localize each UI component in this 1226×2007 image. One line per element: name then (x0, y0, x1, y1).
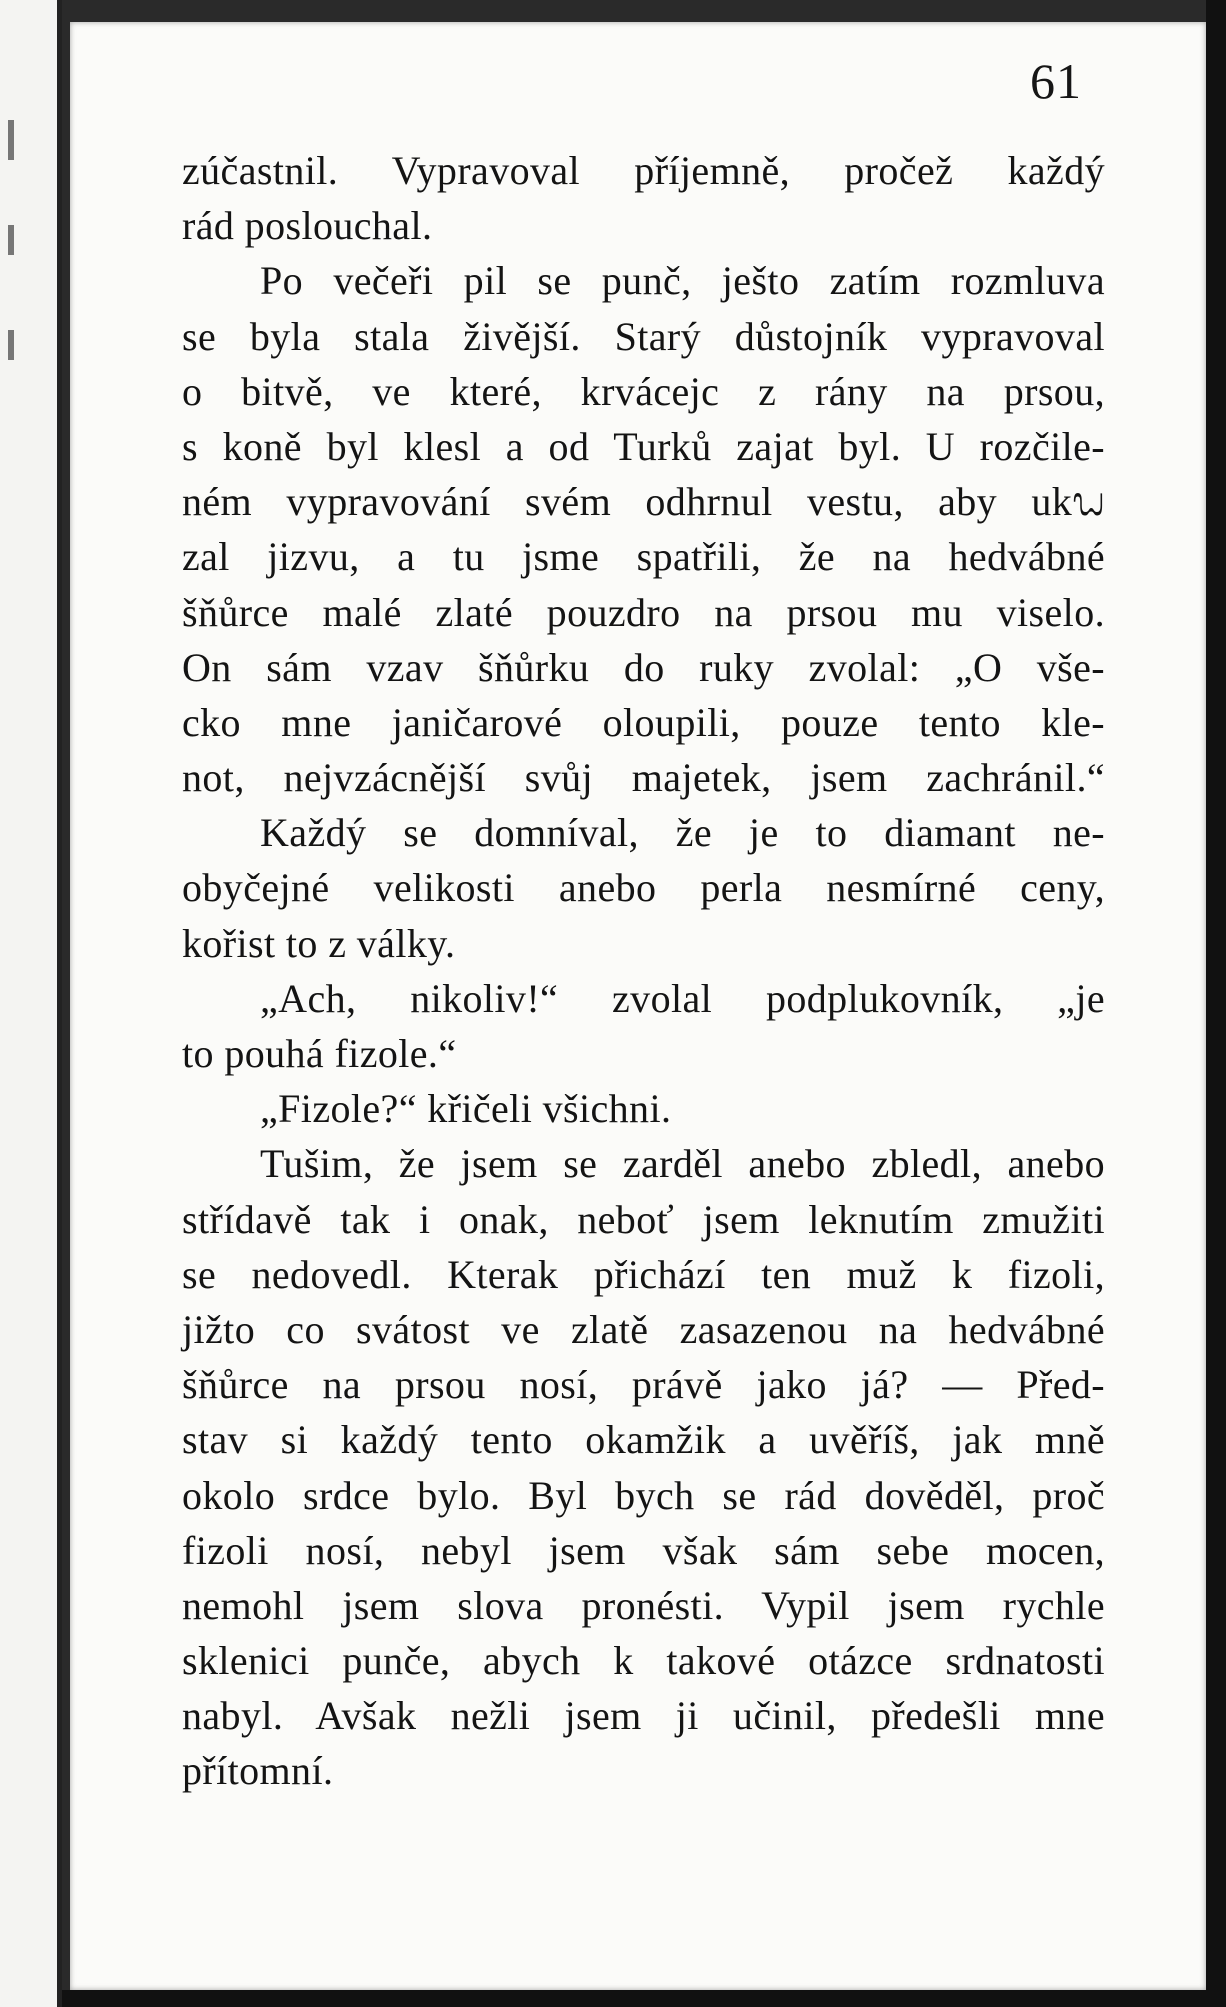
text-line: zúčastnil. Vypravoval příjemně, pročež každý (182, 148, 1105, 193)
text-line: nemohl jsem slova pronésti. Vypil jsem rychle (182, 1582, 1105, 1628)
text-line: okolo srdce bylo. Byl bych se rád dověděl, proč (182, 1472, 1105, 1518)
text-line: s koně byl klesl a od Turků zajat byl. U rozčile- (182, 423, 1105, 469)
text-line: rád poslouchal. (182, 203, 433, 249)
text-line: šňůrce na prsou nosí, právě jako já? — Před- (182, 1362, 1105, 1408)
text-line: se byla stala živější. Starý důstojník vypravoval (182, 313, 1105, 359)
text-line: stav si každý tento okamžik a uvěříš, jak mně (182, 1417, 1105, 1463)
scan-border-right (1206, 0, 1226, 2007)
text-line: nabyl. Avšak nežli jsem ji učinil, předešli mne (182, 1693, 1105, 1739)
text-line: „Fizole?“ křičeli všichni. (260, 1086, 672, 1132)
text-line: fizoli nosí, nebyl jsem však sám sebe mocen, (182, 1527, 1105, 1573)
text-line: přítomní. (182, 1748, 334, 1794)
text-line: to pouhá fizole.“ (182, 1031, 457, 1076)
text-line: o bitvě, ve které, krvácejc z rány na prsou, (182, 368, 1105, 414)
facing-page-edge (0, 0, 62, 2007)
text-line: On sám vzav šňůrku do ruky zvolal: „O vše- (182, 644, 1105, 690)
scan-border-bottom (62, 1990, 1226, 2007)
text-line: not, nejvzácnější svůj majetek, jsem zachránil.“ (182, 755, 1105, 801)
text-line: ném vypravování svém odhrnul vestu, aby ukᬠ (182, 479, 1105, 525)
edge-mark (8, 120, 14, 160)
text-line: „Ach, nikoliv!“ zvolal podplukovník, „je (260, 975, 1105, 1021)
edge-mark (8, 225, 14, 255)
text-line: Po večeři pil se punč, ješto zatím rozmluva (260, 258, 1105, 304)
text-line: kořist to z války. (182, 920, 456, 966)
edge-mark (8, 330, 14, 360)
text-line: Každý se domníval, že je to diamant ne- (260, 810, 1105, 856)
text-line: šňůrce malé zlaté pouzdro na prsou mu viselo. (182, 589, 1105, 635)
body-text (182, 143, 1105, 1799)
text-line: obyčejné velikosti anebo perla nesmírné ceny, (182, 865, 1105, 911)
text-line: sklenici punče, abych k takové otázce srdnatosti (182, 1638, 1105, 1684)
page-number: 61 (1030, 53, 1082, 109)
text-line: cko mne janičarové oloupili, pouze tento kle- (182, 699, 1105, 745)
text-line: Tušim, že jsem se zarděl anebo zbledl, anebo (260, 1141, 1105, 1187)
text-line: střídavě tak i onak, neboť jsem leknutím zmužiti (182, 1196, 1105, 1242)
text-line: jižto co svátost ve zlatě zasazenou na hedvábné (182, 1306, 1105, 1352)
text-line: zal jizvu, a tu jsme spatřili, že na hedvábné (182, 534, 1105, 580)
text-line: se nedovedl. Kterak přichází ten muž k fizoli, (182, 1251, 1105, 1297)
